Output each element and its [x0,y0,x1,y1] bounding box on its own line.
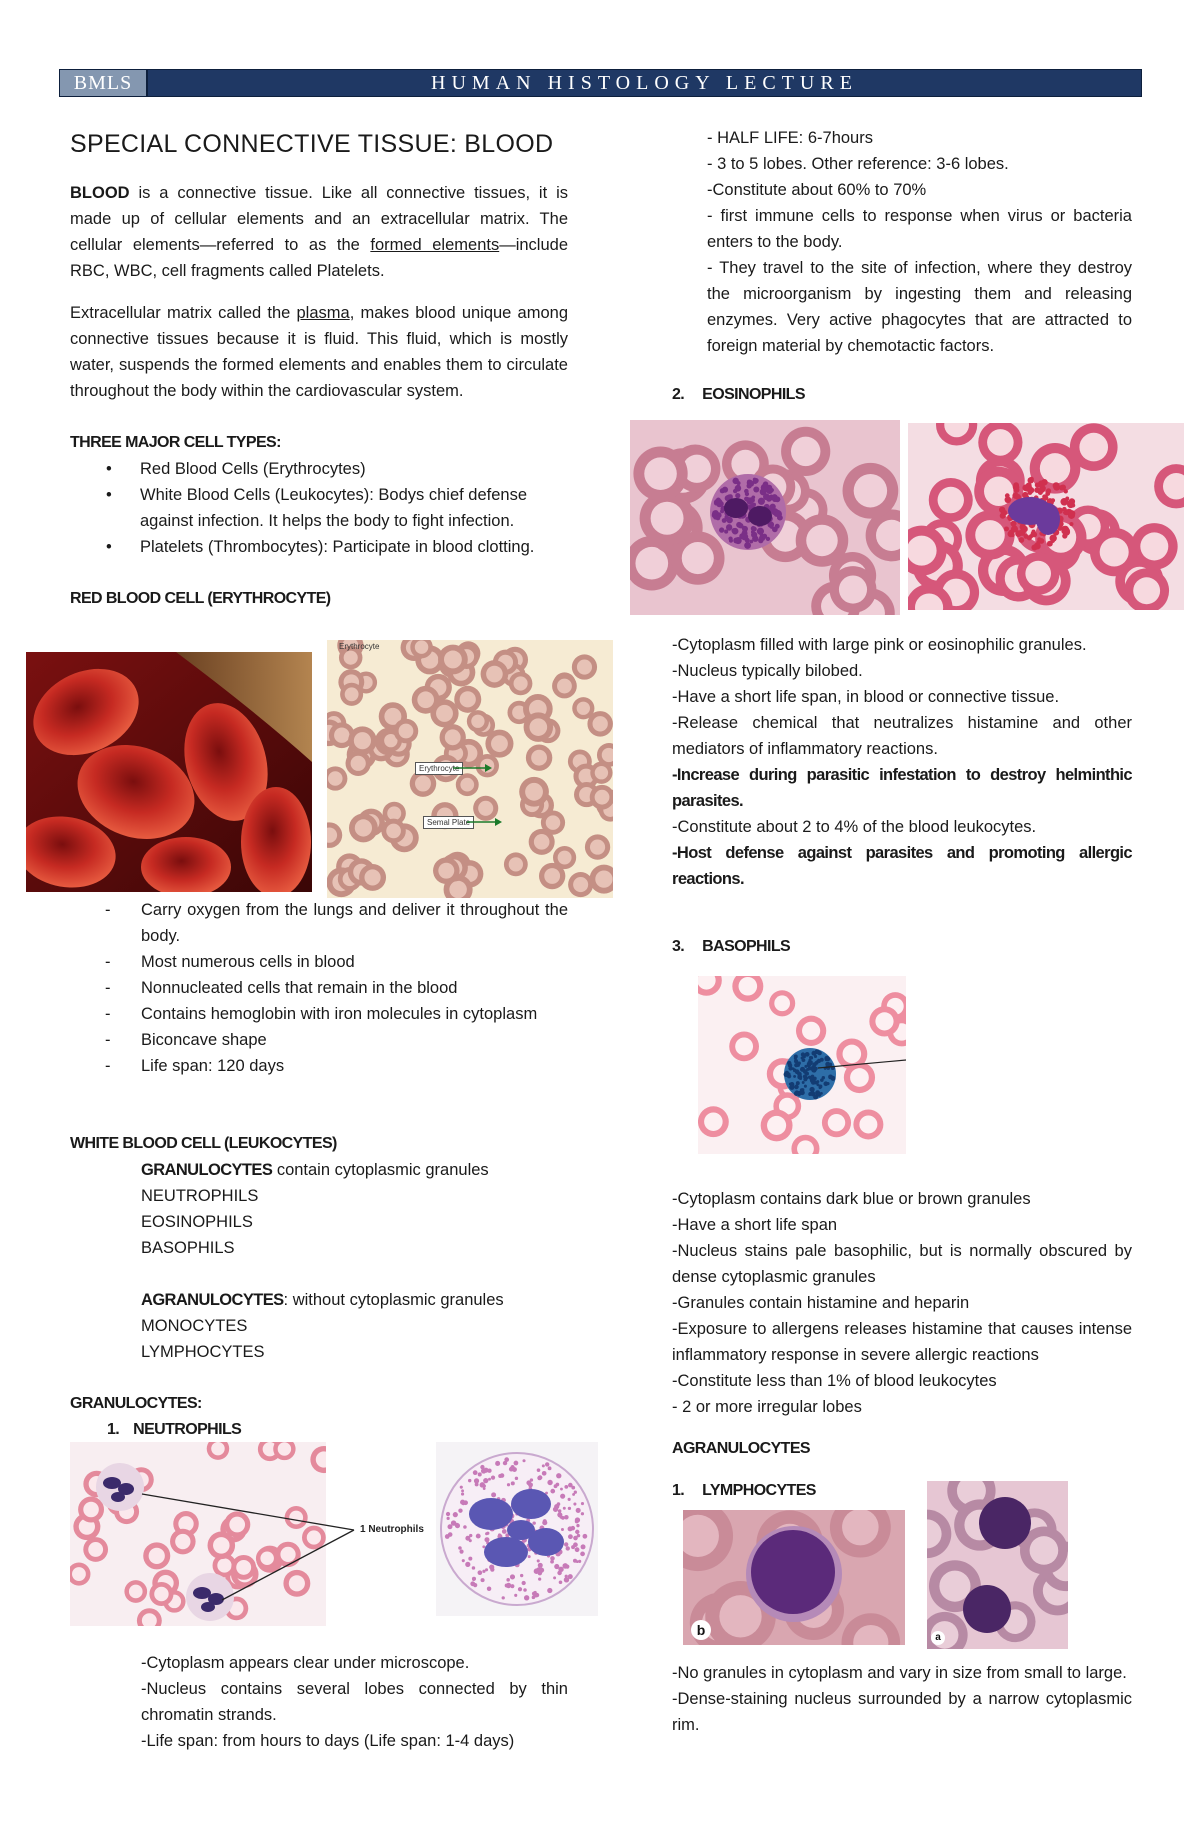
list-item: - Carry oxygen from the lungs and deliver it throughout the body. [105,901,568,945]
neutrophils-heading: 1. NEUTROPHILS [107,1421,242,1438]
list-item: -Dense-staining nucleus surrounded by a narrow cytoplasmic rim. [672,1690,1132,1734]
page-header [59,69,1142,97]
list-item: -Cytoplasm filled with large pink or eosinophilic granules. [672,636,1087,654]
list-item: - Life span: 120 days [105,1057,285,1075]
eosinophil-image-2 [908,423,1184,610]
list-item: -Host defense against parasites and promoting allergic reactions. [672,844,1132,888]
rbc-points [105,897,568,1079]
lymphocyte-image-1 [683,1510,905,1645]
lecture-title: HUMAN HISTOLOGY LECTURE [431,71,858,94]
list-item: -Have a short life span, in blood or connective tissue. [672,688,1060,706]
list-item: • Platelets (Thrombocytes): Participate in blood clotting. [106,538,535,556]
eosinophils-heading: 2. EOSINOPHILS [672,386,805,403]
erythrocyte-caption: Erythrocyte [339,642,380,651]
wbc-section [70,1131,568,1443]
intro-paragraph: BLOOD is a connective tissue. Like all connective tissues, it is made up of cellular elements and an extracellular matrix. The cellular elements—referred to as the formed elements—include RBC, WBC, cell fragments called Platelets. [70,184,569,280]
list-item: • White Blood Cells (Leukocytes): Bodys chief defense against infection. It helps the body to fight infection. [106,486,528,530]
list-item: -Cytoplasm contains dark blue or brown granules [672,1190,1031,1208]
neutrophil-label: 1 Neutrophils [360,1524,424,1535]
neutrophil-pointer-lines [140,1480,360,1610]
basophils-heading: 3. BASOPHILS [672,938,791,955]
list-item: • Red Blood Cells (Erythrocytes) [106,460,366,478]
label-arrows [327,640,613,898]
list-item: LYMPHOCYTES [141,1343,265,1361]
cell-types-heading: THREE MAJOR CELL TYPES: [70,434,281,451]
list-item: - first immune cells to response when virus or bacteria enters to the body. [707,207,1132,251]
cell-types-list [70,456,568,560]
list-item: -Constitute about 60% to 70% [707,181,927,199]
list-item: - Most numerous cells in blood [105,953,355,971]
list-item: NEUTROPHILS [141,1187,259,1205]
list-item: EOSINOPHILS [141,1213,253,1231]
list-item: -Constitute about 2 to 4% of the blood leukocytes. [672,818,1037,836]
list-item: MONOCYTES [141,1317,248,1335]
list-item: - They travel to the site of infection, where they destroy the microorganism by ingesting them and releasing enzymes. Very active phagocytes that are attracted to foreign material by chemotactic factors. [707,259,1132,355]
lymphocytes-heading: 1. LYMPHOCYTES [672,1482,816,1499]
list-item: -Increase during parasitic infestation to destroy helminthic parasites. [672,766,1132,810]
image-letter-label: a [931,1631,945,1645]
list-item: - HALF LIFE: 6-7hours [707,129,873,147]
rbc-3d-image [26,652,312,892]
list-item: - 3 to 5 lobes. Other reference: 3-6 lobes. [707,155,1009,173]
lymphocyte-points [672,1660,1132,1738]
list-item: - Nonnucleated cells that remain in the blood [105,979,458,997]
list-item: -Have a short life span [672,1216,838,1234]
rbc-smear-image [327,640,613,898]
agranulocytes-line: AGRANULOCYTES: without cytoplasmic granules [141,1291,504,1309]
eosinophil-points [672,632,1132,892]
list-item: -Cytoplasm appears clear under microscope. [141,1654,470,1672]
image-letter-label: b [691,1620,711,1640]
matrix-paragraph: Extracellular matrix called the plasma, makes blood unique among connective tissues because it is fluid. This fluid, which is mostly water, suspends the formed elements and enables them to circulate throughout the body within the cardiovascular system. [70,304,568,400]
list-item: -Granules contain histamine and heparin [672,1294,970,1312]
neutrophil-continued [707,125,1132,359]
plasma-term: plasma [296,304,350,322]
neutrophil-diagram-image [436,1442,598,1616]
granulocytes-line: GRANULOCYTES contain cytoplasmic granules [141,1161,489,1179]
list-item: -Release chemical that neutralizes histamine and other mediators of inflammatory reactions. [672,714,1132,758]
formed-elements-term: formed elements [370,236,500,254]
blood-term: BLOOD [70,184,130,202]
list-item: -No granules in cytoplasm and vary in size from small to large. [672,1664,1127,1682]
platelet-label: Semal Plate [423,816,474,829]
wbc-heading: WHITE BLOOD CELL (LEUKOCYTES) [70,1135,337,1152]
list-item: - 2 or more irregular lobes [672,1398,862,1416]
basophil-image [698,976,906,1154]
eosinophil-image-1 [630,420,900,615]
left-column-top [70,128,568,612]
lymphocyte-image-2 [927,1481,1068,1649]
list-item: -Constitute less than 1% of blood leukocytes [672,1372,997,1390]
erythrocyte-label: Erythrocyte [415,762,463,775]
list-item: -Life span: from hours to days (Life span: 1-4 days) [141,1732,515,1750]
list-item: BASOPHILS [141,1239,235,1257]
granulocytes-heading: GRANULOCYTES: [70,1395,202,1412]
list-item: -Nucleus stains pale basophilic, but is normally obscured by dense cytoplasmic granules [672,1242,1132,1286]
list-item: -Exposure to allergens releases histamine that causes intense inflammatory response in severe allergic reactions [672,1320,1132,1364]
list-item: -Nucleus typically bilobed. [672,662,863,680]
neutrophil-points [141,1650,568,1754]
list-item: -Nucleus contains several lobes connected by thin chromatin strands. [141,1680,568,1724]
list-item: - Contains hemoglobin with iron molecules in cytoplasm [105,1005,538,1023]
course-tag: BMLS [60,70,148,96]
page-title: SPECIAL CONNECTIVE TISSUE: BLOOD [70,130,554,158]
agranulocytes-heading: AGRANULOCYTES [672,1440,810,1457]
basophil-points [672,1186,1132,1504]
rbc-heading: RED BLOOD CELL (ERYTHROCYTE) [70,590,331,607]
list-item: - Biconcave shape [105,1031,267,1049]
